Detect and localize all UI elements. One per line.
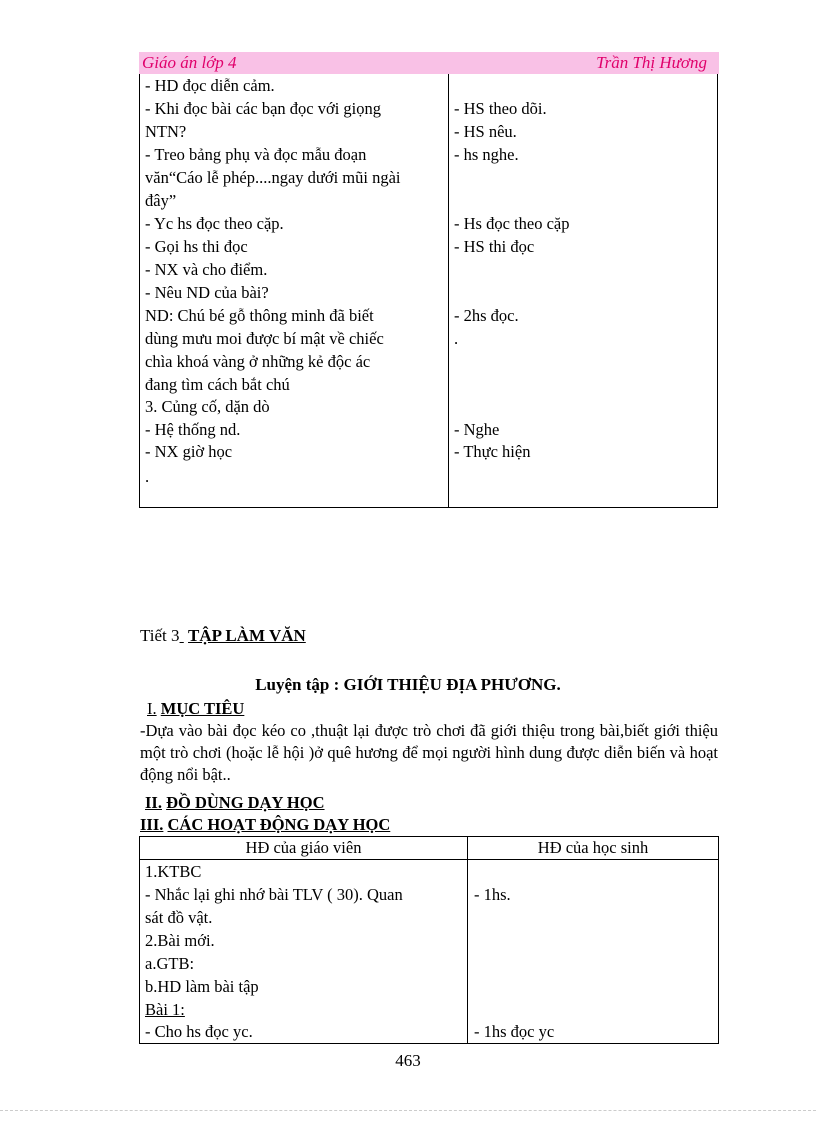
lesson-heading [140,625,306,647]
teacher-line: 1.KTBC [145,862,202,881]
section-materials: II. ĐỒ DÙNG DẠY HỌC [145,793,325,812]
student-line: - Thực hiện [454,442,531,461]
teacher-line: - Cho hs đọc yc. [145,1022,253,1041]
page-header [139,52,719,74]
student-line: - Nghe [454,420,500,439]
section-objectives-title: MỤC TIÊU [160,699,245,718]
teacher-line: chìa khoá vàng ở những kẻ độc ác [145,352,371,371]
student-line: - 1hs. [474,885,511,904]
teacher-line: . [145,467,150,486]
header-divider [140,859,718,860]
teacher-line: a.GTB: [145,954,195,973]
section-objectives: I. MỤC TIÊU [147,699,245,718]
teacher-line: đang tìm cách bắt chú [145,375,290,394]
student-line: - HS thi đọc [454,237,535,256]
lesson-title: Luyện tập : GIỚI THIỆU ĐỊA PHƯƠNG. [255,675,561,694]
teacher-line: sát đồ vật. [145,908,213,927]
section-activities-title: CÁC HOẠT ĐỘNG DẠY HỌC [167,815,391,834]
student-line: - Hs đọc theo cặp [454,214,570,233]
student-line: - HS nêu. [454,122,517,141]
teacher-line: - Gọi hs thi đọc [145,237,248,256]
column-divider [467,837,468,1043]
header-teacher: HĐ của giáo viên [245,838,362,857]
student-line: - HS theo dõi. [454,99,547,118]
teacher-line: 3. Củng cố, dặn dò [145,397,270,416]
student-line: - 1hs đọc yc [474,1022,555,1041]
teacher-line: 2.Bài mới. [145,931,215,950]
activity-table-top [139,74,718,508]
teacher-line: ND: Chú bé gỗ thông minh đã biết [145,306,374,325]
teacher-line: Bài 1: [145,1000,185,1019]
teacher-line: - Khi đọc bài các bạn đọc với giọng [145,99,381,118]
student-line: . [454,329,459,348]
header-class: Giáo án lớp 4 [142,53,237,72]
teacher-line: b.HD làm bài tập [145,977,259,996]
teacher-line: - Yc hs đọc theo cặp. [145,214,284,233]
header-teacher: Trần Thị Hương [596,53,707,72]
teacher-line: văn“Cáo lễ phép....ngay dưới mũi ngài [145,168,401,187]
page-number: 463 [395,1051,421,1070]
teacher-line: NTN? [145,122,187,141]
activity-table-bottom [139,836,719,1044]
student-line: - hs nghe. [454,145,519,164]
header-student: HĐ của học sinh [537,838,649,857]
column-divider [448,74,449,507]
teacher-line: - Hệ thống nd. [145,420,241,439]
teacher-line: - Nêu ND của bài? [145,283,269,302]
section-materials-title: ĐỒ DÙNG DẠY HỌC [166,793,325,812]
objective-text: -Dựa vào bài đọc kéo co ,thuật lại được trò chơi đã giới thiệu trong bài,biết giới thiệu một trò chơi (hoặc lễ hội )ở quê hương để mọi người hình dung được diễn biến và hoạt động nổi bật.. [140,721,718,784]
section-activities: III. CÁC HOẠT ĐỘNG DẠY HỌC [140,815,391,834]
page-footer-rule [0,1110,816,1112]
subject-title: TẬP LÀM VĂN [188,626,306,645]
teacher-line: đây” [145,191,177,210]
teacher-line: dùng mưu moi được bí mật về chiếc [145,329,384,348]
teacher-line: - NX giờ học [145,442,233,461]
period-label: Tiết 3 [140,626,180,645]
teacher-line: - Nhắc lại ghi nhớ bài TLV ( 30). Quan [145,885,403,904]
student-line: - 2hs đọc. [454,306,519,325]
teacher-line: - Treo bảng phụ và đọc mẫu đoạn [145,145,367,164]
teacher-line: - HD đọc diễn cảm. [145,76,275,95]
teacher-line: - NX và cho điểm. [145,260,268,279]
